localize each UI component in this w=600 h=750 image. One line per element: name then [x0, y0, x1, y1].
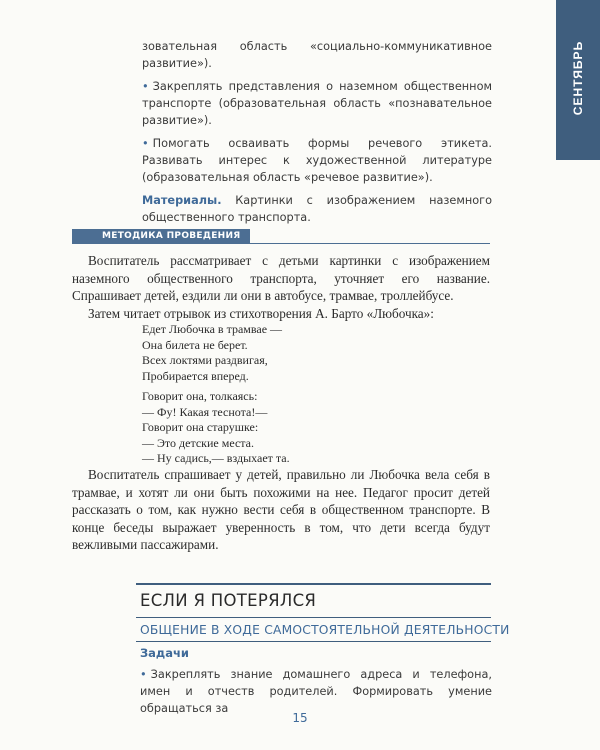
method-text-continued	[72, 466, 490, 554]
month-side-tab	[556, 0, 600, 160]
method-heading-bar: МЕТОДИКА ПРОВЕДЕНИЯ	[72, 229, 250, 244]
poem-line: Говорит она, толкаясь:	[142, 389, 258, 403]
poem-line: Едет Любочка в трамвае —	[142, 322, 283, 336]
poem-stanza	[142, 322, 442, 384]
bullet-icon: •	[140, 668, 147, 681]
tasks-block	[140, 666, 492, 717]
poem-line: — Это детские места.	[142, 435, 254, 450]
section-subtitle: ОБЩЕНИЕ В ХОДЕ САМОСТОЯТЕЛЬНОЙ ДЕЯТЕЛЬНОСТИ	[140, 623, 510, 637]
bullet-icon: •	[142, 137, 149, 150]
goal-bullet	[142, 78, 492, 129]
task-text: Закреплять знание домашнего адреса и телефона, имен и отчеств родителей. Формировать умение обращаться за	[140, 668, 492, 715]
method-paragraph: Воспитатель спрашивает у детей, правильно ли Любочка вела себя в трамвае, и хотят ли они быть похожими на нее. Педагог просит детей рассказать о том, как нужно вести себя в общественном транспорте. В конце беседы выражает уверенность в том, что дети всегда будут вежливыми пассажирами.	[72, 467, 490, 552]
tasks-label: Задачи	[140, 646, 189, 660]
goal-bullet	[142, 135, 492, 186]
goal-text: Закреплять представления о наземном общественном транспорте (образовательная область «познавательное развитие»).	[142, 80, 492, 127]
method-paragraph: Затем читает отрывок из стихотворения А. Барто «Любочка»:	[88, 305, 434, 321]
bullet-icon: •	[142, 80, 149, 93]
method-text	[72, 252, 490, 322]
poem-line: — Фу! Какая теснота!—	[142, 404, 268, 419]
materials-label: Материалы.	[142, 194, 222, 207]
task-bullet	[140, 666, 492, 717]
poem-line: Говорит она старушке:	[142, 420, 259, 434]
poem-line: Пробирается вперед.	[142, 368, 249, 383]
method-paragraph: Воспитатель рассматривает с детьми картинки с изображением наземного общественного транспорта, уточняет его название. Спрашивает детей, ездили ли они в автобусе, трамвае, троллейбусе.	[72, 253, 490, 303]
section-rule	[136, 617, 491, 618]
month-label: СЕНТЯБРЬ	[571, 40, 585, 116]
section-title: ЕСЛИ Я ПОТЕРЯЛСЯ	[140, 591, 317, 610]
poem-excerpt	[142, 322, 442, 472]
poem-line: — Ну садись,— вздыхает та.	[142, 451, 290, 465]
materials-text: Картинки с изображением наземного общественного транспорта.	[142, 194, 493, 224]
section-rule	[136, 583, 491, 585]
goal-tail-text: зовательная область «социально-коммуникативное развитие»).	[142, 40, 492, 70]
goal-text: Помогать осваивать формы речевого этикета. Развивать интерес к художественной литературе (образовательная область «речевое развитие»).	[142, 137, 492, 184]
poem-line: Всех локтями раздвигая,	[142, 353, 268, 367]
goals-block	[142, 38, 492, 232]
section-rule	[136, 641, 491, 642]
materials-paragraph	[142, 192, 492, 226]
method-heading-rule	[72, 243, 490, 244]
poem-line: Она билета не берет.	[142, 337, 248, 352]
poem-stanza	[142, 389, 442, 467]
page-number: 15	[292, 711, 308, 725]
